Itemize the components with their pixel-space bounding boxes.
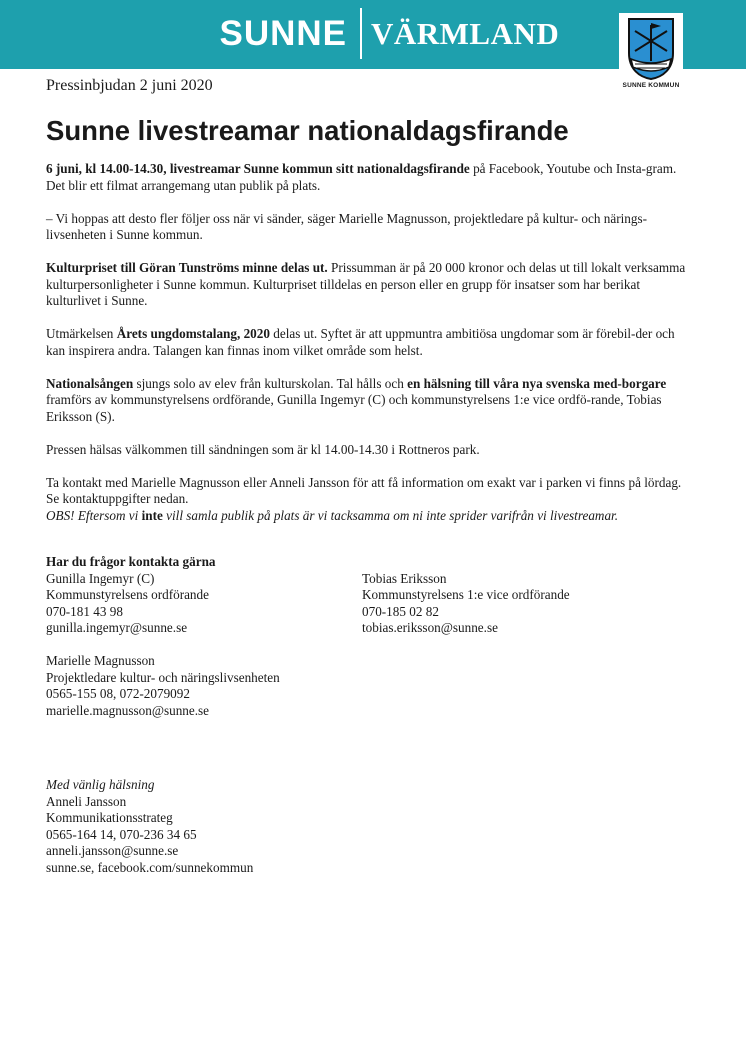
anthem-mid: sjungs solo av elev från kulturskolan. Tal hålls och bbox=[133, 375, 408, 391]
paragraph-contact-info: Ta kontakt med Marielle Magnusson eller Anneli Jansson för att få information om exakt var i parken vi finns på lördag. Se kontaktuppgifter nedan. bbox=[46, 474, 682, 506]
contacts-title: Har du frågor kontakta gärna bbox=[46, 554, 216, 569]
anthem-text: framförs av kommunstyrelsens ordförande, Gunilla Ingemyr (C) och kommunstyrelsens 1:e vice ordfö-rande, Tobias Eriksson (S). bbox=[46, 392, 662, 424]
signature-block bbox=[46, 777, 686, 876]
obs-italic-start: OBS! Eftersom vi bbox=[46, 507, 142, 523]
contacts-row bbox=[46, 571, 686, 637]
logo-label: SUNNE KOMMUN bbox=[622, 82, 680, 89]
anthem-bold: Nationalsången bbox=[46, 375, 134, 391]
brand-divider bbox=[360, 8, 362, 59]
signature-web[interactable]: sunne.se, facebook.com/sunnekommun bbox=[46, 859, 254, 875]
contact-role: Kommunstyrelsens 1:e vice ordförande bbox=[362, 587, 570, 602]
obs-italic-end: vill samla publik på plats är vi tacksamma om ni inte sprider varifrån vi livestreamar. bbox=[162, 507, 619, 523]
signature-role: Kommunikationsstrateg bbox=[46, 810, 173, 825]
greeting-bold: en hälsning till våra nya svenska med-borgare bbox=[407, 375, 667, 391]
brand-varmland: VÄRMLAND bbox=[371, 16, 560, 51]
page-title: Sunne livestreamar nationaldagsfirande bbox=[46, 115, 569, 146]
signature-email[interactable]: anneli.jansson@sunne.se bbox=[46, 843, 179, 858]
paragraph-quote: – Vi hoppas att desto fler följer oss när vi sänder, säger Marielle Magnusson, projektledare på kultur- och närings-livsenheten i Sunne kommun. bbox=[46, 210, 647, 242]
intro-text: på Facebook, Youtube och Insta-gram. Det blir ett filmat arrangemang utan publik på plats. bbox=[46, 161, 677, 193]
culture-prize-bold: Kulturpriset till Göran Tunströms minne delas ut. bbox=[46, 260, 328, 275]
contact-name: Gunilla Ingemyr (C) bbox=[46, 570, 155, 586]
contact-card bbox=[46, 571, 362, 637]
paragraph-obs-note bbox=[46, 508, 686, 525]
municipality-logo bbox=[619, 13, 683, 94]
youth-talent-pre: Utmärkelsen bbox=[46, 326, 117, 341]
contact-name: Marielle Magnusson bbox=[46, 653, 155, 668]
contact-name: Tobias Eriksson bbox=[362, 570, 447, 586]
brand-sunne: SUNNE bbox=[219, 14, 347, 53]
intro-bold: 6 juni, kl 14.00-14.30, livestreamar Sunne kommun sitt nationaldagsfirande bbox=[46, 161, 470, 176]
signature-closing: Med vänlig hälsning bbox=[46, 777, 155, 792]
paragraph-anthem bbox=[46, 376, 686, 426]
contact-role: Projektledare kultur- och näringslivsenheten bbox=[46, 669, 280, 685]
paragraph-press-welcome: Pressen hälsas välkommen till sändningen som är kl 14.00-14.30 i Rottneros park. bbox=[46, 441, 480, 457]
paragraph-culture-prize bbox=[46, 260, 686, 310]
contact-phone: 070-185 02 82 bbox=[362, 603, 439, 619]
press-body bbox=[46, 161, 686, 876]
paragraph-youth-talent bbox=[46, 326, 686, 359]
contact-email[interactable]: gunilla.ingemyr@sunne.se bbox=[46, 620, 188, 635]
signature-phone: 0565-164 14, 070-236 34 65 bbox=[46, 826, 197, 842]
coat-of-arms-icon bbox=[625, 17, 677, 81]
contact-card bbox=[362, 571, 678, 637]
contact-email[interactable]: tobias.eriksson@sunne.se bbox=[362, 620, 498, 635]
press-date: Pressinbjudan 2 juni 2020 bbox=[46, 77, 213, 94]
signature-name: Anneli Jansson bbox=[46, 793, 127, 809]
youth-talent-bold: Årets ungdomstalang, 2020 bbox=[116, 326, 270, 341]
culture-prize-text: Prissumman är på 20 000 kronor och delas ut till lokalt verksamma kulturpersonligheter i Sunne kommun. Kulturpriset tilldelas en person eller en grupp för insatser som har berikat kulturlivet i Sunne. bbox=[46, 260, 686, 308]
contact-phone: 070-181 43 98 bbox=[46, 603, 123, 619]
youth-talent-text: delas ut. Syftet är att uppmuntra ambitiösa ungdomar som är förebil-der och kan inspirera andra. Talangen kan finnas inom vilket område som helst. bbox=[46, 326, 675, 358]
contact-email[interactable]: marielle.magnusson@sunne.se bbox=[46, 702, 210, 718]
contact-card bbox=[46, 653, 686, 719]
paragraph-intro bbox=[46, 161, 686, 194]
contact-phone: 0565-155 08, 072-2079092 bbox=[46, 686, 190, 701]
obs-bold: inte bbox=[141, 507, 163, 523]
contact-role: Kommunstyrelsens ordförande bbox=[46, 587, 209, 602]
